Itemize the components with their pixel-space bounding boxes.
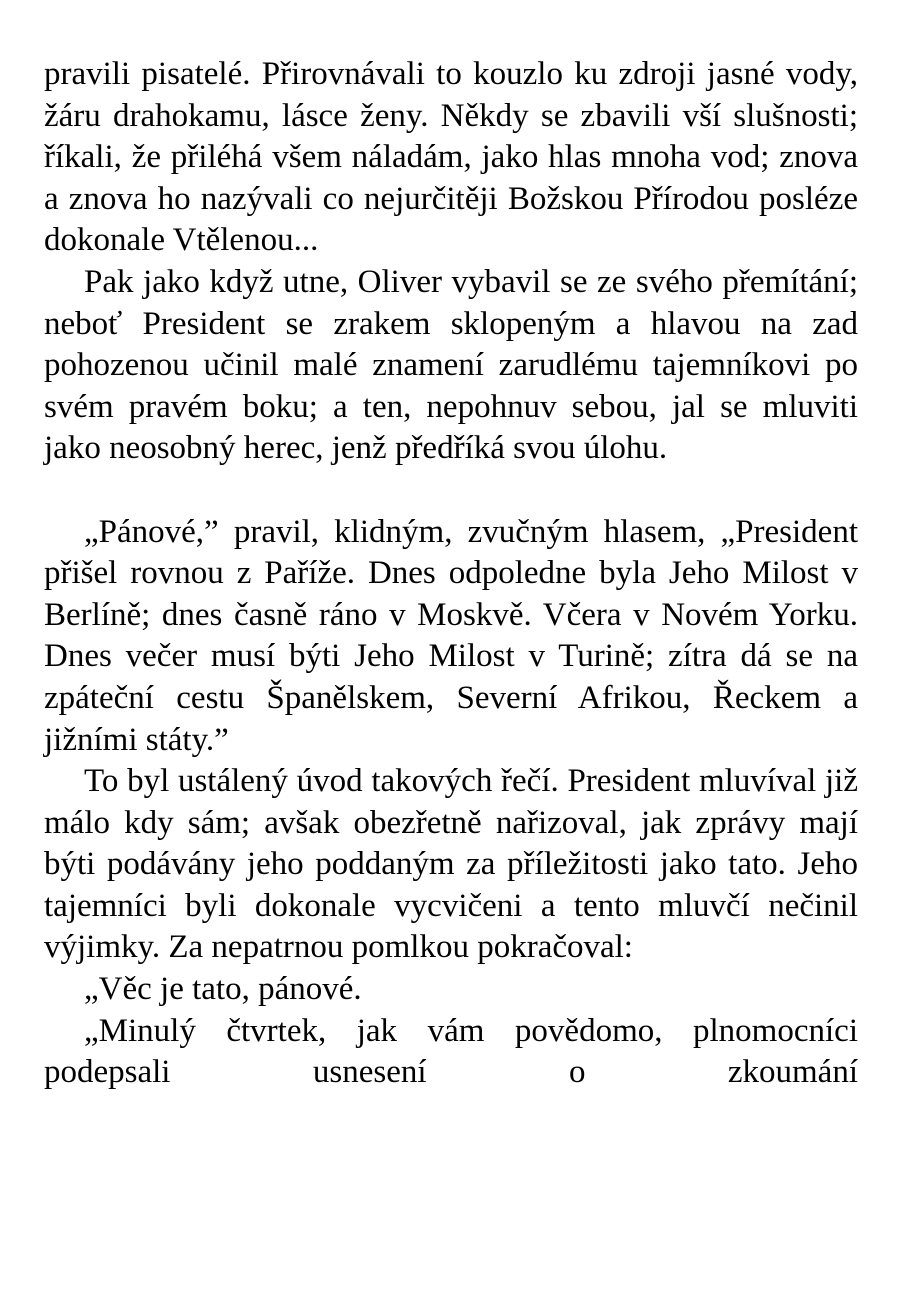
- document-page: [44, 54, 858, 1094]
- paragraph-gap: [44, 470, 858, 512]
- paragraph-1: pravili pisatelé. Přirovnávali to kouzlo ku zdroji jasné vody, žáru drahokamu, lásce ženy. Někdy se zbavili vší slušnosti; říkali, že přiléhá všem náladám, jako hlas mnoha vod; znova a znova ho nazývali co nejurčitěji Božskou Přírodou posléze dokonale Vtělenou...: [44, 56, 858, 259]
- paragraph-4: To byl ustálený úvod takových řečí. President mluvíval již málo kdy sám; avšak obezřetně nařizoval, jak zprávy mají býti podávány jeho poddaným za příležitosti jako tato. Jeho tajemníci byli dokonale vycvičeni a tento mluvčí nečinil výjimky. Za nepatrnou pomlkou pokračoval:: [44, 763, 858, 966]
- paragraph-5: „Věc je tato, pánové.: [84, 971, 362, 1008]
- paragraph-3: „Pánové,” pravil, klidným, zvučným hlasem, „President přišel rovnou z Paříže. Dnes odpoledne byla Jeho Milost v Berlíně; dnes časně ráno v Moskvě. Včera v Novém Yorku. Dnes večer musí býti Jeho Milost v Turině; zítra dá se na zpáteční cestu Španělskem, Severní Afrikou, Řeckem a jižními státy.”: [44, 513, 858, 758]
- paragraph-2: Pak jako když utne, Oliver vybavil se ze svého přemítání; neboť President se zrakem sklopeným a hlavou na zad pohozenou učinil malé znamení zarudlému tajemníkovi po svém pravém boku; a ten, nepohnuv sebou, jal se mluviti jako neosobný herec, jenž předříká svou úlohu.: [44, 263, 858, 467]
- paragraph-6: „Minulý čtvrtek, jak vám povědomo, plnomocníci podepsali usnesení o zkoumání: [44, 1012, 858, 1091]
